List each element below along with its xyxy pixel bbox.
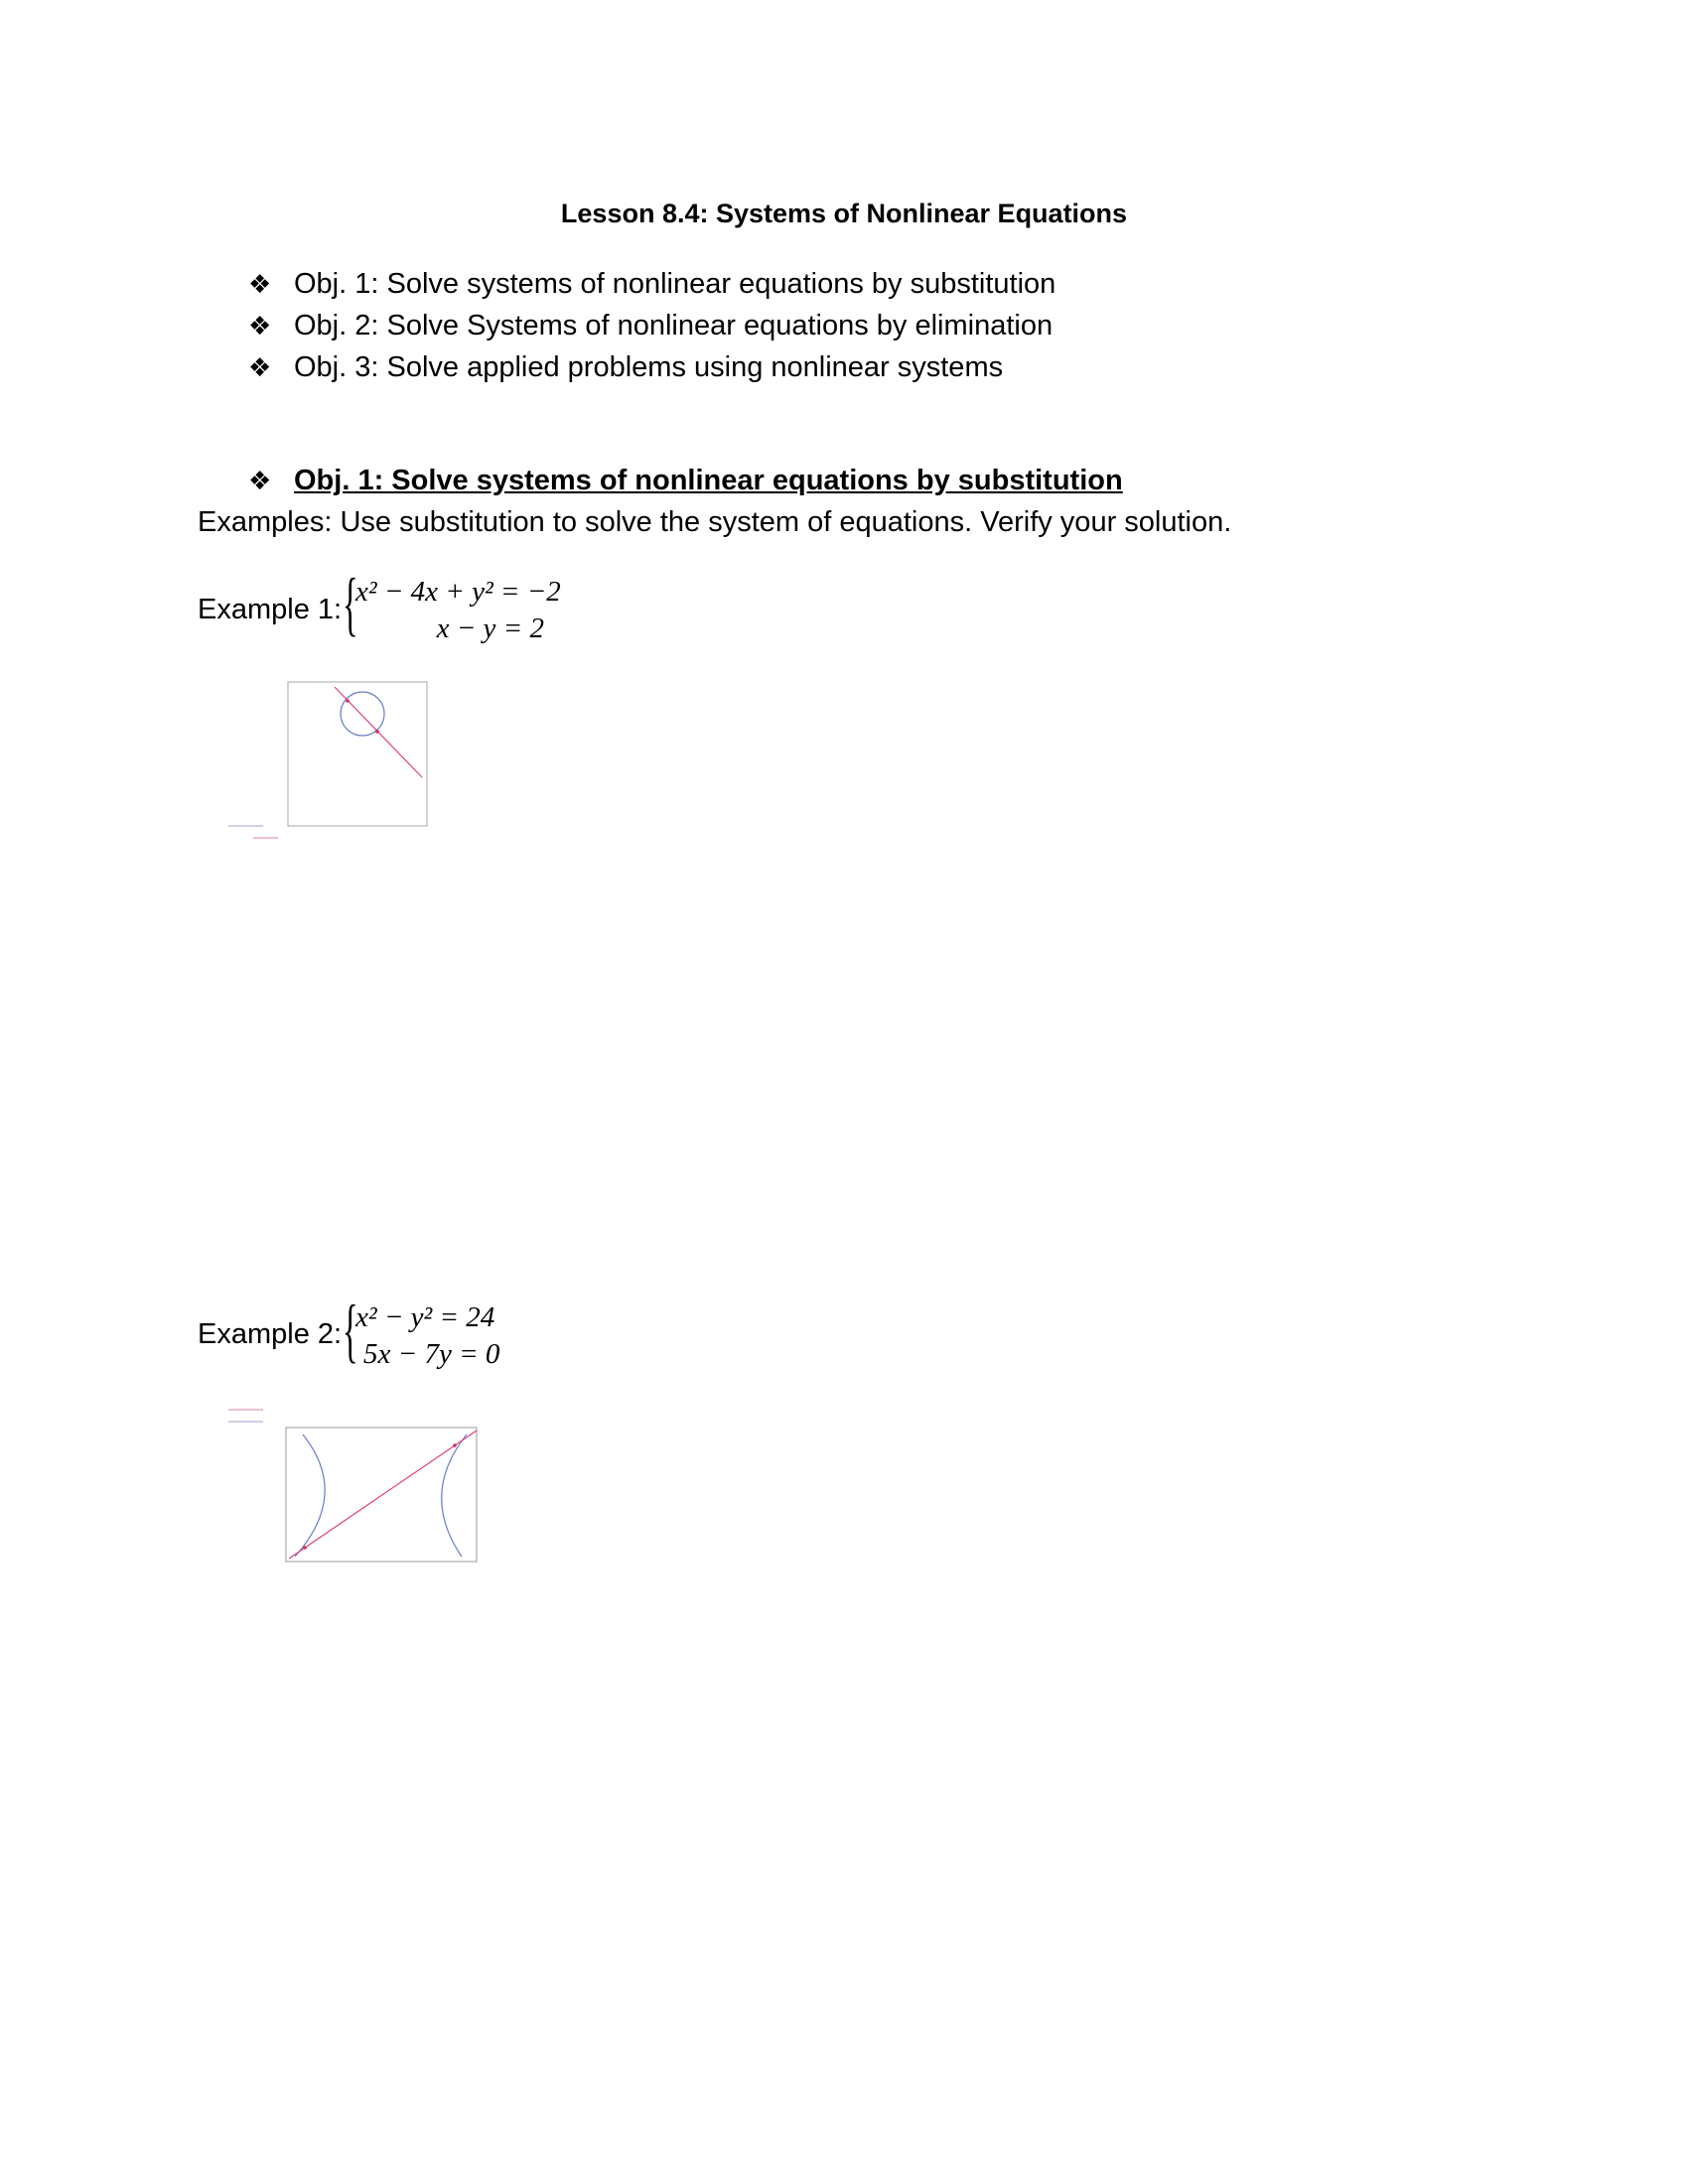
diamond-bullet-icon: ❖ (248, 269, 272, 299)
examples-instructions: Examples: Use substitution to solve the system of equations. Verify your solution. (198, 506, 1232, 538)
brace-icon: { (343, 1291, 358, 1370)
hyperbola-right-branch (442, 1434, 467, 1557)
section-heading (248, 465, 1123, 497)
diamond-bullet-icon: ❖ (248, 352, 272, 382)
intersection-point (453, 1443, 457, 1447)
objective-1-text: Obj. 1: Solve systems of nonlinear equations by substitution (294, 268, 1056, 300)
example-1-label: Example 1: (198, 594, 343, 625)
example-1-graph (223, 677, 442, 852)
page-title: Lesson 8.4: Systems of Nonlinear Equations (560, 199, 1128, 228)
line-curve (289, 1431, 477, 1559)
intersection-point (375, 730, 379, 734)
diamond-bullet-icon: ❖ (248, 311, 272, 341)
objective-2 (248, 310, 1053, 342)
graph-frame (288, 682, 427, 826)
example-2-graph (223, 1398, 492, 1567)
hyperbola-left-branch (295, 1434, 325, 1557)
objective-1 (248, 268, 1055, 301)
section-heading-text: Obj. 1: Solve systems of nonlinear equations by substitution (294, 465, 1123, 496)
intersection-point (346, 699, 350, 703)
example-1-equation-2: x − y = 2 (436, 613, 544, 644)
example-2-equation-1: x² − y² = 24 (355, 1301, 495, 1333)
intersection-point (303, 1546, 307, 1550)
brace-icon: { (343, 564, 358, 643)
circle-curve (341, 692, 384, 736)
diamond-bullet-icon: ❖ (248, 466, 272, 495)
objective-3-text: Obj. 3: Solve applied problems using nonlinear systems (294, 351, 1004, 383)
objective-2-text: Obj. 2: Solve Systems of nonlinear equations by elimination (294, 310, 1054, 341)
example-1-equation-1: x² − 4x + y² = −2 (355, 576, 561, 608)
example-2-label: Example 2: (198, 1318, 343, 1350)
objective-3 (248, 351, 1003, 384)
example-2-equation-2: 5x − 7y = 0 (363, 1338, 500, 1370)
